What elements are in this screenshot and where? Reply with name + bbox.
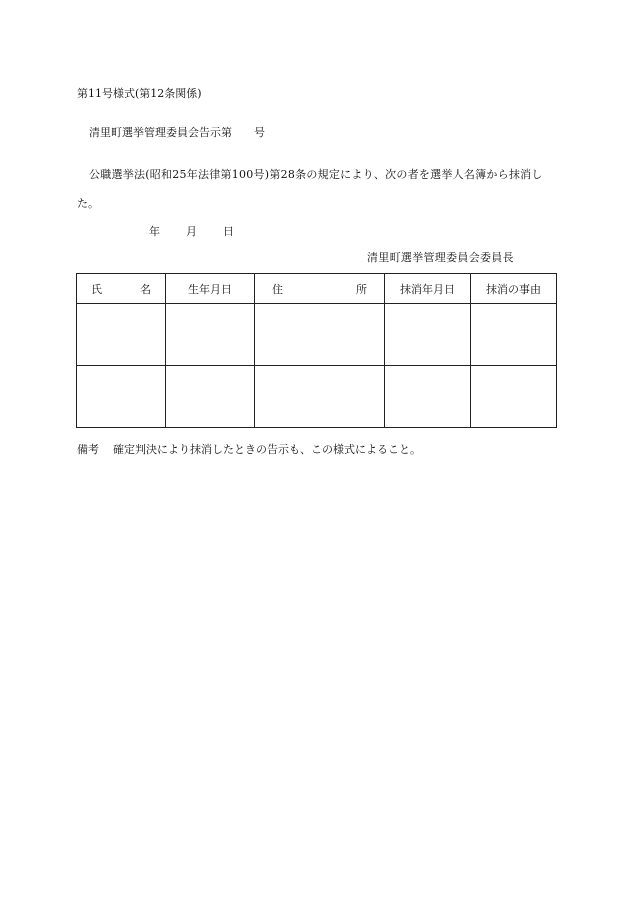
- day-label: 日: [223, 225, 234, 238]
- notice-title: 清里町選挙管理委員会告示第 号: [89, 126, 265, 139]
- header-address: [255, 274, 385, 304]
- header-reason: 抹消の事由: [471, 274, 557, 304]
- header-address-part-1: 住: [272, 282, 283, 296]
- table-cell-name: [77, 366, 166, 428]
- table-cell-deletion-date: [385, 366, 471, 428]
- date-line: [149, 223, 234, 239]
- body-text-line-2: た。: [77, 197, 99, 210]
- remarks-text: 確定判決により抹消したときの告示も、この様式によること。: [113, 443, 421, 456]
- table-cell-deletion-date: [385, 304, 471, 366]
- signatory: 清里町選挙管理委員会委員長: [367, 251, 514, 264]
- table-cell-address: [255, 304, 385, 366]
- month-label: 月: [186, 225, 197, 238]
- table-cell-reason: [471, 304, 557, 366]
- table-row: [77, 366, 557, 428]
- table-row: [77, 304, 557, 366]
- remarks: [77, 441, 421, 457]
- remarks-label: 備考: [77, 443, 99, 456]
- table-header-row: [77, 274, 557, 304]
- body-text-line-1: 公職選挙法(昭和25年法律第100号)第28条の規定により、次の者を選挙人名簿から抹消し: [89, 168, 543, 181]
- header-name-part-2: 名: [140, 282, 151, 296]
- table-cell-reason: [471, 366, 557, 428]
- header-address-part-2: 所: [356, 282, 367, 296]
- table-cell-address: [255, 366, 385, 428]
- form-number: 第11号様式(第12条関係): [77, 87, 202, 100]
- table-cell-birthdate: [166, 304, 255, 366]
- header-deletion-date: 抹消年月日: [385, 274, 471, 304]
- year-label: 年: [149, 225, 160, 238]
- header-name-part-1: 氏: [91, 282, 102, 296]
- header-name: [77, 274, 166, 304]
- deletion-record-table: [76, 273, 557, 428]
- header-birthdate: 生年月日: [166, 274, 255, 304]
- table-cell-name: [77, 304, 166, 366]
- table-cell-birthdate: [166, 366, 255, 428]
